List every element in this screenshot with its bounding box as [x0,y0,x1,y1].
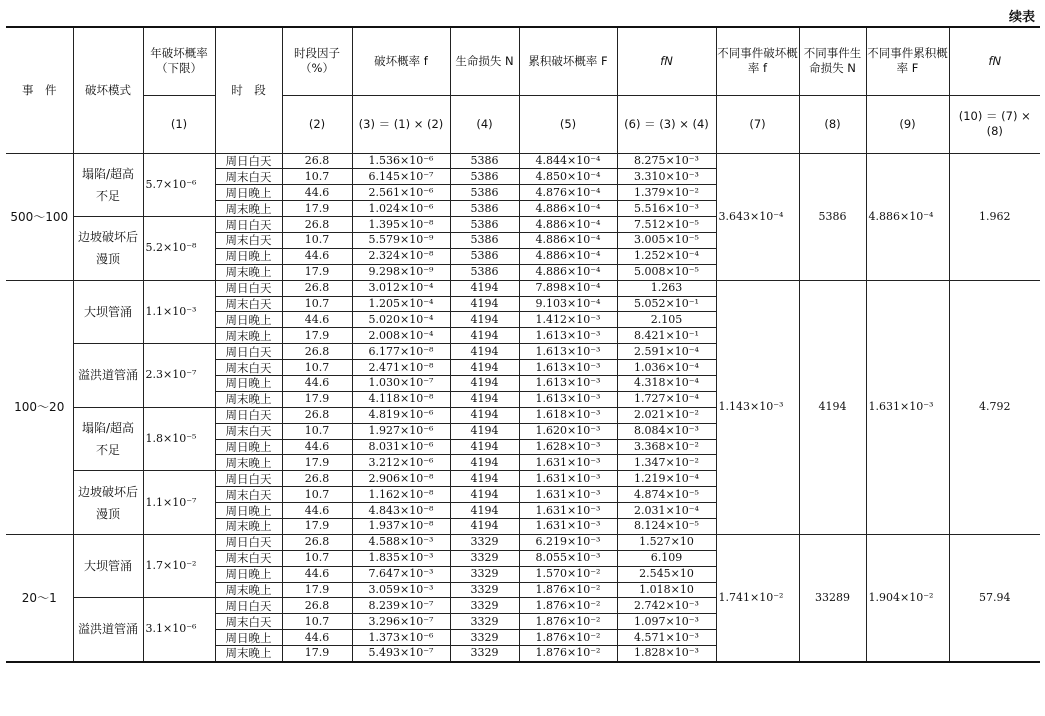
header-annual-prob: 年破坏概率（下限） [143,27,215,95]
period: 周日白天 [215,598,282,614]
header-life: 生命损失 N [450,27,519,95]
header-num-life: (4) [450,95,519,153]
period-factor: 17.9 [282,264,352,280]
failure-probability: 5.493×10⁻⁷ [352,646,450,662]
period-factor: 17.9 [282,646,352,662]
cumulative-probability: 1.613×10⁻³ [519,328,617,344]
fn-value: 1.379×10⁻² [617,185,716,201]
failure-probability: 3.212×10⁻⁶ [352,455,450,471]
failure-probability: 2.906×10⁻⁸ [352,471,450,487]
period-factor: 44.6 [282,439,352,455]
life-loss: 3329 [450,646,519,662]
period: 周日晚上 [215,439,282,455]
cumulative-probability: 1.631×10⁻³ [519,503,617,519]
cumulative-probability: 8.055×10⁻³ [519,550,617,566]
cumulative-probability: 1.620×10⁻³ [519,423,617,439]
cumulative-probability: 1.613×10⁻³ [519,375,617,391]
period: 周日白天 [215,280,282,296]
life-loss: 5386 [450,169,519,185]
cumulative-probability: 4.850×10⁻⁴ [519,169,617,185]
header-num-diff-life: (8) [799,95,866,153]
period-factor: 44.6 [282,248,352,264]
fn-value: 3.310×10⁻³ [617,169,716,185]
period: 周日白天 [215,217,282,233]
fn-value: 8.275×10⁻³ [617,153,716,169]
cumulative-probability: 1.631×10⁻³ [519,518,617,534]
fn-value: 8.421×10⁻¹ [617,328,716,344]
event-probability: 1.741×10⁻² [716,534,799,661]
event-cumulative-probability: 1.904×10⁻² [866,534,949,661]
header-diff-fn [949,27,1040,95]
fn-value: 2.031×10⁻⁴ [617,503,716,519]
cumulative-probability: 7.898×10⁻⁴ [519,280,617,296]
failure-probability: 2.471×10⁻⁸ [352,360,450,376]
cumulative-probability: 1.613×10⁻³ [519,360,617,376]
life-loss: 4194 [450,487,519,503]
period-factor: 10.7 [282,614,352,630]
period-factor: 26.8 [282,471,352,487]
annual-probability: 2.3×10⁻⁷ [143,344,215,408]
period-factor: 17.9 [282,518,352,534]
period-factor: 26.8 [282,534,352,550]
fn-value: 1.036×10⁻⁴ [617,360,716,376]
failure-probability: 1.395×10⁻⁸ [352,217,450,233]
event-life-loss: 5386 [799,153,866,280]
annual-probability: 3.1×10⁻⁶ [143,598,215,662]
cumulative-probability: 1.631×10⁻³ [519,471,617,487]
failure-probability: 2.561×10⁻⁶ [352,185,450,201]
fn-value: 1.828×10⁻³ [617,646,716,662]
life-loss: 4194 [450,455,519,471]
table-row [6,280,1040,296]
fn-value: 8.084×10⁻³ [617,423,716,439]
life-loss: 4194 [450,439,519,455]
period-factor: 44.6 [282,375,352,391]
period-factor: 17.9 [282,582,352,598]
event-life-loss: 33289 [799,534,866,661]
period-factor: 26.8 [282,407,352,423]
period: 周末白天 [215,614,282,630]
header-mode: 破坏模式 [73,27,143,153]
failure-mode: 溢洪道管涌 [73,344,143,408]
period: 周末白天 [215,232,282,248]
failure-probability: 1.927×10⁻⁶ [352,423,450,439]
failure-probability: 1.205×10⁻⁴ [352,296,450,312]
period: 周日晚上 [215,566,282,582]
event-cumulative-probability: 1.631×10⁻³ [866,280,949,534]
failure-probability: 5.579×10⁻⁹ [352,232,450,248]
failure-probability: 3.296×10⁻⁷ [352,614,450,630]
annual-probability: 5.2×10⁻⁸ [143,217,215,281]
life-loss: 5386 [450,264,519,280]
fn-value: 1.219×10⁻⁴ [617,471,716,487]
header-num-diff-fn: (10) ＝ (7) × (8) [949,95,1040,153]
cumulative-probability: 4.886×10⁻⁴ [519,264,617,280]
life-loss: 3329 [450,550,519,566]
period-factor: 17.9 [282,391,352,407]
continued-label: 续表 [1008,10,1035,25]
fn-value: 1.097×10⁻³ [617,614,716,630]
annual-probability: 1.8×10⁻⁵ [143,407,215,471]
header-num-annual: (1) [143,95,215,153]
fn-value: 5.052×10⁻¹ [617,296,716,312]
cumulative-probability: 4.844×10⁻⁴ [519,153,617,169]
life-loss: 4194 [450,360,519,376]
failure-probability: 5.020×10⁻⁴ [352,312,450,328]
life-loss: 3329 [450,598,519,614]
fn-value: 2.742×10⁻³ [617,598,716,614]
cumulative-probability: 1.613×10⁻³ [519,391,617,407]
period-factor: 44.6 [282,503,352,519]
table-row [6,153,1040,169]
period: 周末晚上 [215,455,282,471]
failure-probability: 4.118×10⁻⁸ [352,391,450,407]
failure-probability: 8.031×10⁻⁶ [352,439,450,455]
life-loss: 5386 [450,153,519,169]
life-loss: 4194 [450,312,519,328]
period: 周日晚上 [215,312,282,328]
cumulative-probability: 4.886×10⁻⁴ [519,248,617,264]
fn-value: 1.018×10 [617,582,716,598]
life-loss: 3329 [450,614,519,630]
fn-value: 1.527×10 [617,534,716,550]
event-probability: 1.143×10⁻³ [716,280,799,534]
header-diff-prob: 不同事件破坏概率 f [716,27,799,95]
failure-probability: 2.008×10⁻⁴ [352,328,450,344]
cumulative-probability: 1.876×10⁻² [519,646,617,662]
header-fn-text: fN [660,53,673,68]
period-factor: 10.7 [282,232,352,248]
fn-value: 6.109 [617,550,716,566]
annual-probability: 1.7×10⁻² [143,534,215,598]
period: 周末晚上 [215,201,282,217]
header-diff-cum: 不同事件累积概率 F [866,27,949,95]
period-factor: 17.9 [282,455,352,471]
life-loss: 4194 [450,407,519,423]
period: 周日白天 [215,471,282,487]
failure-probability: 2.324×10⁻⁸ [352,248,450,264]
header-num-diff-cum: (9) [866,95,949,153]
failure-probability: 1.536×10⁻⁶ [352,153,450,169]
cumulative-probability: 1.628×10⁻³ [519,439,617,455]
period: 周日晚上 [215,630,282,646]
period: 周末晚上 [215,391,282,407]
event-life-loss: 4194 [799,280,866,534]
period: 周末白天 [215,423,282,439]
fn-value: 2.545×10 [617,566,716,582]
annual-probability: 5.7×10⁻⁶ [143,153,215,217]
period: 周末白天 [215,169,282,185]
cumulative-probability: 6.219×10⁻³ [519,534,617,550]
period: 周日白天 [215,534,282,550]
period-factor: 10.7 [282,169,352,185]
event-cumulative-probability: 4.886×10⁻⁴ [866,153,949,280]
annual-probability: 1.1×10⁻⁷ [143,471,215,535]
fn-value: 7.512×10⁻⁵ [617,217,716,233]
failure-mode: 边坡破坏后漫顶 [73,217,143,281]
period: 周末晚上 [215,264,282,280]
period: 周日晚上 [215,248,282,264]
failure-probability: 4.819×10⁻⁶ [352,407,450,423]
period-factor: 26.8 [282,153,352,169]
life-loss: 4194 [450,328,519,344]
period-factor: 26.8 [282,217,352,233]
header-num-prob: (3) ＝ (1) × (2) [352,95,450,153]
period-factor: 17.9 [282,201,352,217]
period-factor: 26.8 [282,344,352,360]
failure-probability: 7.647×10⁻³ [352,566,450,582]
period-factor: 17.9 [282,328,352,344]
table-row [6,534,1040,550]
period-factor: 26.8 [282,280,352,296]
failure-probability: 6.145×10⁻⁷ [352,169,450,185]
fn-value: 4.318×10⁻⁴ [617,375,716,391]
life-loss: 5386 [450,201,519,217]
life-loss: 3329 [450,566,519,582]
failure-probability: 1.024×10⁻⁶ [352,201,450,217]
life-loss: 4194 [450,280,519,296]
life-loss: 4194 [450,296,519,312]
failure-probability: 3.012×10⁻⁴ [352,280,450,296]
header-period: 时 段 [215,27,282,153]
failure-mode: 塌陷/超高不足 [73,153,143,217]
header-num-factor: (2) [282,95,352,153]
fn-value: 4.571×10⁻³ [617,630,716,646]
event-fn: 1.962 [949,153,1040,280]
header-diff-life: 不同事件生命损失 N [799,27,866,95]
event-fn: 57.94 [949,534,1040,661]
cumulative-probability: 4.876×10⁻⁴ [519,185,617,201]
life-loss: 3329 [450,582,519,598]
annual-probability: 1.1×10⁻³ [143,280,215,344]
fn-value: 1.263 [617,280,716,296]
cumulative-probability: 1.876×10⁻² [519,630,617,646]
failure-probability: 9.298×10⁻⁹ [352,264,450,280]
failure-probability: 6.177×10⁻⁸ [352,344,450,360]
life-loss: 3329 [450,630,519,646]
cumulative-probability: 1.613×10⁻³ [519,344,617,360]
life-loss: 4194 [450,391,519,407]
period-factor: 44.6 [282,566,352,582]
period: 周日晚上 [215,375,282,391]
period: 周末晚上 [215,582,282,598]
cumulative-probability: 9.103×10⁻⁴ [519,296,617,312]
period: 周末白天 [215,550,282,566]
failure-probability: 1.937×10⁻⁸ [352,518,450,534]
fn-value: 1.252×10⁻⁴ [617,248,716,264]
fn-value: 4.874×10⁻⁵ [617,487,716,503]
cumulative-probability: 4.886×10⁻⁴ [519,232,617,248]
period: 周末白天 [215,296,282,312]
failure-probability: 8.239×10⁻⁷ [352,598,450,614]
period-factor: 10.7 [282,423,352,439]
fn-value: 3.368×10⁻² [617,439,716,455]
period: 周日白天 [215,407,282,423]
header-cum: 累积破坏概率 F [519,27,617,95]
fn-value: 2.591×10⁻⁴ [617,344,716,360]
period: 周日白天 [215,344,282,360]
life-loss: 4194 [450,503,519,519]
life-loss: 5386 [450,217,519,233]
event-fn: 4.792 [949,280,1040,534]
fn-value: 3.005×10⁻⁵ [617,232,716,248]
period: 周日晚上 [215,503,282,519]
header-event: 事 件 [6,27,73,153]
failure-mode: 塌陷/超高不足 [73,407,143,471]
life-loss: 4194 [450,344,519,360]
period: 周日白天 [215,153,282,169]
failure-mode: 边坡破坏后漫顶 [73,471,143,535]
failure-probability: 1.030×10⁻⁷ [352,375,450,391]
period: 周末晚上 [215,328,282,344]
cumulative-probability: 1.876×10⁻² [519,582,617,598]
cumulative-probability: 1.618×10⁻³ [519,407,617,423]
period-factor: 44.6 [282,185,352,201]
header-num-cum: (5) [519,95,617,153]
failure-probability: 1.162×10⁻⁸ [352,487,450,503]
life-loss: 4194 [450,518,519,534]
period-factor: 10.7 [282,296,352,312]
period: 周日晚上 [215,185,282,201]
fn-value: 5.516×10⁻³ [617,201,716,217]
header-prob: 破坏概率 f [352,27,450,95]
life-loss: 4194 [450,423,519,439]
cumulative-probability: 1.570×10⁻² [519,566,617,582]
period: 周末晚上 [215,646,282,662]
fn-value: 2.105 [617,312,716,328]
failure-probability: 4.588×10⁻³ [352,534,450,550]
failure-mode: 大坝管涌 [73,534,143,598]
cumulative-probability: 1.631×10⁻³ [519,487,617,503]
header-num-fn: (6) ＝ (3) × (4) [617,95,716,153]
failure-mode: 溢洪道管涌 [73,598,143,662]
fn-value: 2.021×10⁻² [617,407,716,423]
failure-probability: 3.059×10⁻³ [352,582,450,598]
header-diff-fn-text: fN [988,53,1002,68]
life-loss: 4194 [450,375,519,391]
period-factor: 10.7 [282,487,352,503]
failure-probability: 1.373×10⁻⁶ [352,630,450,646]
cumulative-probability: 1.876×10⁻² [519,614,617,630]
cumulative-probability: 4.886×10⁻⁴ [519,217,617,233]
period-factor: 10.7 [282,550,352,566]
life-loss: 5386 [450,185,519,201]
failure-probability: 4.843×10⁻⁸ [352,503,450,519]
cumulative-probability: 1.631×10⁻³ [519,455,617,471]
cumulative-probability: 1.412×10⁻³ [519,312,617,328]
failure-probability: 1.835×10⁻³ [352,550,450,566]
period: 周末白天 [215,360,282,376]
period-factor: 10.7 [282,360,352,376]
period-factor: 44.6 [282,630,352,646]
life-loss: 3329 [450,534,519,550]
period-factor: 26.8 [282,598,352,614]
failure-mode: 大坝管涌 [73,280,143,344]
header-fn [617,27,716,95]
fn-value: 1.347×10⁻² [617,455,716,471]
event-range: 20～1 [6,534,73,661]
event-range: 100～20 [6,280,73,534]
cumulative-probability: 4.886×10⁻⁴ [519,201,617,217]
life-loss: 4194 [450,471,519,487]
event-range: 500～100 [6,153,73,280]
life-loss: 5386 [450,248,519,264]
cumulative-probability: 1.876×10⁻² [519,598,617,614]
period: 周末白天 [215,487,282,503]
life-loss: 5386 [450,232,519,248]
fn-value: 1.727×10⁻⁴ [617,391,716,407]
fn-value: 5.008×10⁻⁵ [617,264,716,280]
header-num-diff-prob: (7) [716,95,799,153]
header-factor: 时段因子（%） [282,27,352,95]
risk-table [6,26,1040,663]
period: 周末晚上 [215,518,282,534]
period-factor: 44.6 [282,312,352,328]
fn-value: 8.124×10⁻⁵ [617,518,716,534]
event-probability: 3.643×10⁻⁴ [716,153,799,280]
